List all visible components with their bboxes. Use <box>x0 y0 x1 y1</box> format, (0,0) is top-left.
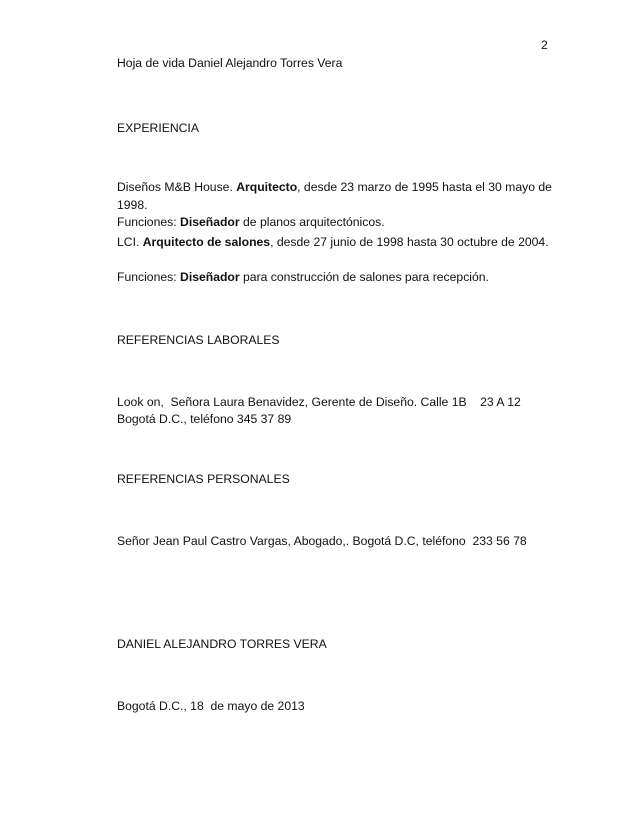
job1-functions-label: Funciones: <box>117 215 181 229</box>
work-reference-line2: Bogotá D.C., teléfono 345 37 89 <box>117 412 292 426</box>
running-title: Hoja de vida Daniel Alejandro Torres Vera <box>117 56 343 70</box>
job1-company: Diseños M&B House. <box>117 180 237 194</box>
job1-entry <box>117 179 553 214</box>
job1-functions-desc: de planos arquitectónicos. <box>239 215 385 229</box>
job2-functions <box>117 269 553 287</box>
work-reference-line1: Look on, Señora Laura Benavidez, Gerente de Diseño. Calle 1B 23 A 12 <box>117 395 521 409</box>
experience-heading: EXPERIENCIA <box>117 121 199 135</box>
job2-functions-label: Funciones: <box>117 270 181 284</box>
job2-company: LCI. <box>117 235 143 249</box>
job2-functions-role: Diseñador <box>180 270 240 284</box>
job2-functions-desc: para construcción de salones para recepción. <box>239 270 489 284</box>
signature-name: DANIEL ALEJANDRO TORRES VERA <box>117 637 327 651</box>
job2-period: , desde 27 junio de 1998 hasta 30 octubre de 2004. <box>270 235 549 249</box>
job2-entry <box>117 234 553 252</box>
job1-functions-role: Diseñador <box>180 215 240 229</box>
closing-place-date: Bogotá D.C., 18 de mayo de 2013 <box>117 699 305 713</box>
job1-period: , desde 23 marzo de 1995 hasta el 30 mayo de 1998. <box>117 180 552 212</box>
job1-role: Arquitecto <box>236 180 298 194</box>
work-references-heading: REFERENCIAS LABORALES <box>117 333 280 347</box>
personal-references-heading: REFERENCIAS PERSONALES <box>117 472 290 486</box>
job1-functions <box>117 214 553 232</box>
page-number: 2 <box>541 38 548 52</box>
job2-role: Arquitecto de salones <box>142 235 271 249</box>
personal-reference-line1: Señor Jean Paul Castro Vargas, Abogado,. Bogotá D.C, teléfono 233 56 78 <box>117 534 527 548</box>
